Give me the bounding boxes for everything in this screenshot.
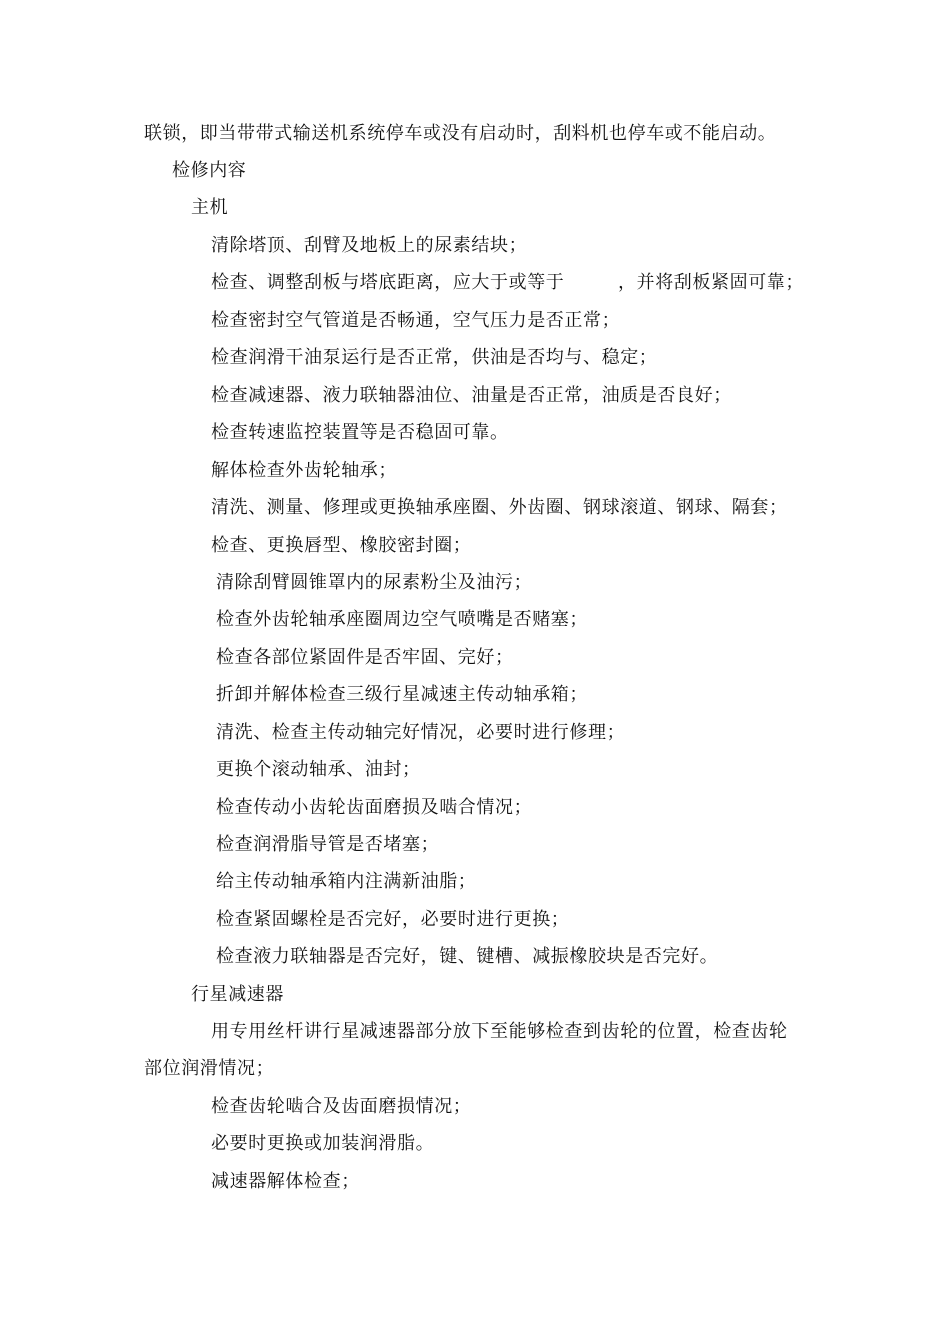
list-item: 检查润滑脂导管是否堵塞；	[216, 834, 440, 855]
heading-maintenance-content: 检修内容	[172, 160, 247, 181]
list-item: 检查润滑干油泵运行是否正常，供油是否均与、稳定；	[211, 347, 658, 368]
subheading-main-machine: 主机	[191, 197, 229, 218]
list-item: 检查各部位紧固件是否牢固、完好；	[216, 647, 514, 668]
list-item: 检查传动小齿轮齿面磨损及啮合情况；	[216, 797, 533, 818]
list-item: 检查、更换唇型、橡胶密封圈；	[211, 535, 472, 556]
list-item: 清除塔顶、刮臂及地板上的尿素结块；	[211, 235, 528, 256]
paragraph-first-line: 用专用丝杆讲行星减速器部分放下至能够检查到齿轮的位置，检查齿轮	[211, 1021, 788, 1042]
list-item: 检查外齿轮轴承座圈周边空气喷嘴是否赌塞；	[216, 609, 588, 630]
paragraph-interlock: 联锁，即当带带式输送机系统停车或没有启动时，刮料机也停车或不能启动。	[144, 123, 777, 144]
list-item: 更换个滚动轴承、油封；	[216, 759, 421, 780]
list-item: 检查转速监控装置等是否稳固可靠。	[211, 422, 509, 443]
list-item: 检查紧固螺栓是否完好，必要时进行更换；	[216, 909, 570, 930]
list-item: 清除刮臂圆锥罩内的尿素粉尘及油污；	[216, 572, 533, 593]
list-item: 清洗、测量、修理或更换轴承座圈、外齿圈、钢球滚道、钢球、隔套；	[211, 497, 788, 518]
list-item: 检查密封空气管道是否畅通，空气压力是否正常；	[211, 310, 621, 331]
paragraph-continuation: 部位润滑情况；	[144, 1058, 275, 1079]
list-item-continuation: ，并将刮板紧固可靠；	[618, 272, 804, 293]
list-item: 检查减速器、液力联轴器油位、油量是否正常，油质是否良好；	[211, 385, 732, 406]
list-item: 清洗、检查主传动轴完好情况，必要时进行修理；	[216, 722, 626, 743]
list-item: 解体检查外齿轮轴承；	[211, 460, 397, 481]
list-item: 检查液力联轴器是否完好，键、键槽、减振橡胶块是否完好。	[216, 946, 719, 967]
list-item: 检查、调整刮板与塔底距离，应大于或等于	[211, 272, 565, 293]
subheading-planetary-reducer: 行星减速器	[191, 984, 284, 1005]
list-item: 必要时更换或加装润滑脂。	[211, 1133, 435, 1154]
list-item: 折卸并解体检查三级行星减速主传动轴承箱；	[216, 684, 588, 705]
list-item: 减速器解体检查；	[211, 1171, 360, 1192]
list-item: 给主传动轴承箱内注满新油脂；	[216, 871, 477, 892]
list-item: 检查齿轮啮合及齿面磨损情况；	[211, 1096, 472, 1117]
